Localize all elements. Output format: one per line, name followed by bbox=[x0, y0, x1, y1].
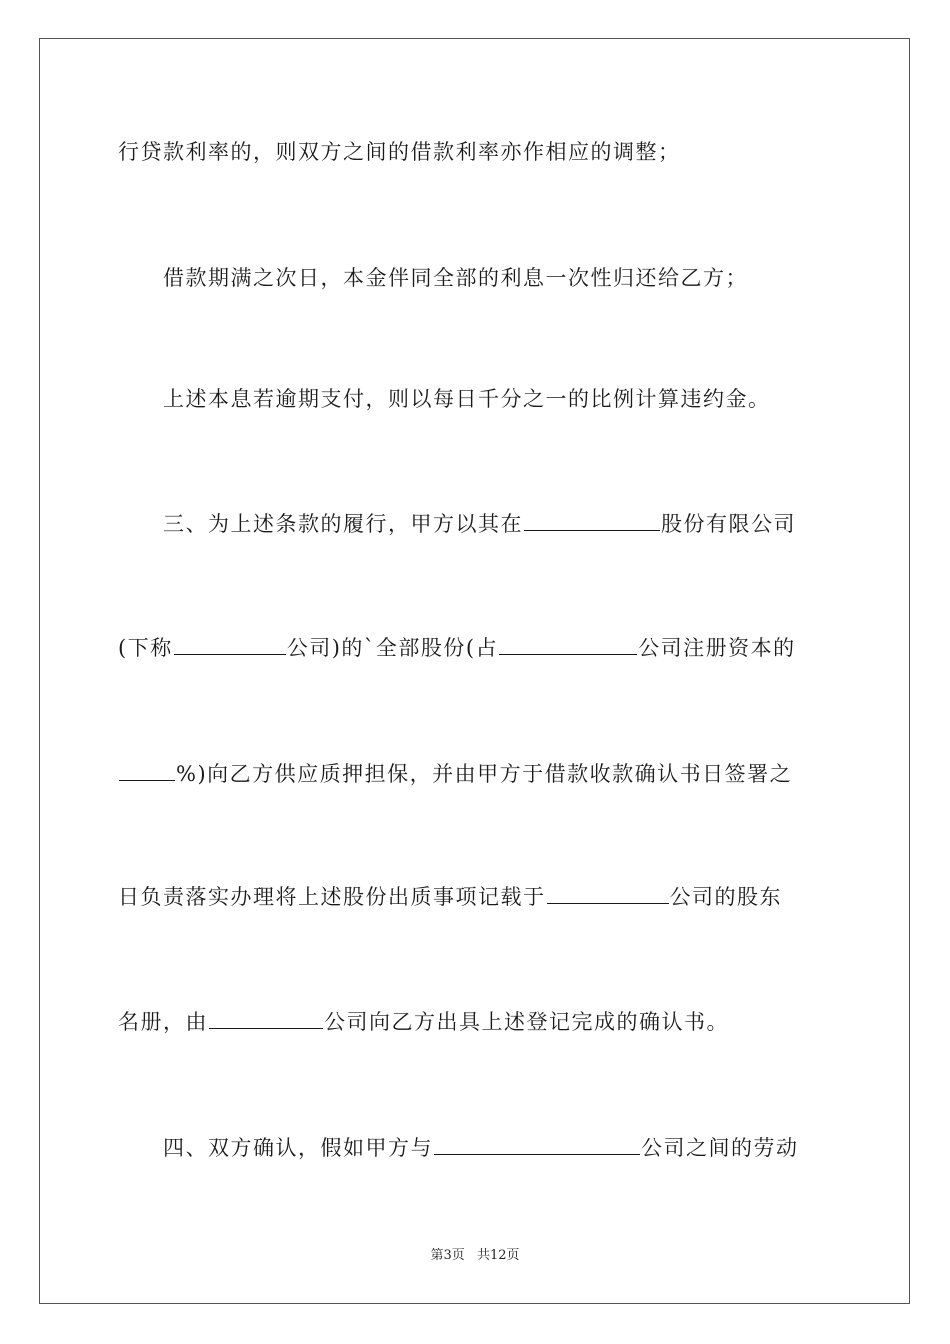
fill-in-blank[interactable] bbox=[209, 1008, 323, 1029]
text-line-2 bbox=[163, 264, 748, 292]
text-segment: 日负责落实办理将上述股份出质事项记载于 bbox=[118, 885, 546, 909]
page-footer bbox=[0, 1247, 950, 1265]
text-line-9 bbox=[163, 1134, 799, 1162]
text-line-6 bbox=[118, 760, 792, 788]
text-line-3 bbox=[163, 385, 771, 413]
text-line-4 bbox=[163, 510, 796, 538]
text-line-1 bbox=[118, 138, 681, 166]
page-frame bbox=[39, 38, 910, 1304]
text-segment: 股份有限公司 bbox=[661, 512, 796, 536]
text-segment: %)向乙方供应质押担保，并由甲方于借款收款确认书日签署之 bbox=[176, 762, 793, 786]
text-segment: 公司)的`全部股份(占 bbox=[286, 636, 499, 660]
fill-in-blank[interactable] bbox=[499, 634, 637, 655]
text-segment: 三、为上述条款的履行，甲方以其在 bbox=[163, 512, 523, 536]
text-segment: 公司之间的劳动 bbox=[641, 1136, 799, 1160]
text-line-7 bbox=[118, 883, 782, 911]
text-segment: (下称 bbox=[118, 636, 173, 660]
fill-in-blank[interactable] bbox=[547, 883, 669, 904]
text-segment: 公司向乙方出具上述登记完成的确认书。 bbox=[324, 1010, 729, 1034]
page-total: 共12页 bbox=[476, 1248, 520, 1263]
fill-in-blank[interactable] bbox=[434, 1134, 640, 1155]
text-segment: 四、双方确认，假如甲方与 bbox=[163, 1136, 433, 1160]
text-segment: 上述本息若逾期支付，则以每日千分之一的比例计算违约金。 bbox=[163, 387, 771, 411]
page-number: 第3页 bbox=[430, 1248, 465, 1263]
text-line-8 bbox=[118, 1008, 729, 1036]
text-segment: 借款期满之次日，本金伴同全部的利息一次性归还给乙方； bbox=[163, 266, 748, 290]
text-segment: 行贷款利率的，则双方之间的借款利率亦作相应的调整； bbox=[118, 140, 681, 164]
text-line-5 bbox=[118, 634, 796, 662]
text-segment: 公司的股东 bbox=[669, 885, 782, 909]
fill-in-blank[interactable] bbox=[119, 760, 175, 781]
text-segment: 名册，由 bbox=[118, 1010, 208, 1034]
text-segment: 公司注册资本的 bbox=[638, 636, 796, 660]
fill-in-blank[interactable] bbox=[174, 634, 286, 655]
fill-in-blank[interactable] bbox=[524, 510, 660, 531]
